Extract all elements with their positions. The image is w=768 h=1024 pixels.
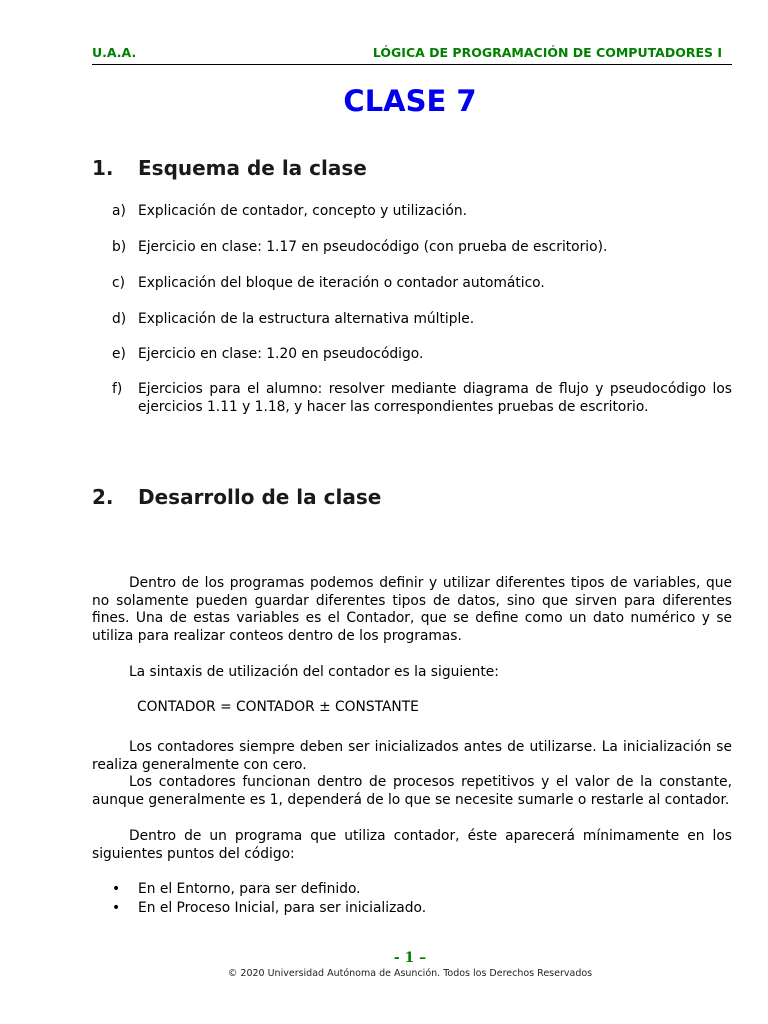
list-item-text: Ejercicio en clase: 1.17 en pseudocódigo (con prueba de escritorio). (138, 239, 608, 255)
list-item-text: Explicación de la estructura alternativa múltiple. (138, 311, 475, 327)
paragraph: Los contadores siempre deben ser inicializados antes de utilizarse. La inicialización se realiza generalmente con cero. (92, 739, 732, 773)
bullet-list (112, 880, 732, 918)
counter-formula: CONTADOR = CONTADOR ± CONSTANTE (137, 699, 419, 715)
paragraph: La sintaxis de utilización del contador es la siguiente: (129, 664, 499, 680)
paragraph: Dentro de los programas podemos definir y utilizar diferentes tipos de variables, que no solamente pueden guardar diferentes tipos de datos, sino que sirven para diferentes fines. Una de estas variables es el Contador, que se define como un dato numérico y se utiliza para realizar conteos dentro de los programas. (92, 575, 732, 644)
list-marker: a) (112, 203, 126, 219)
bullet-icon: • (112, 900, 121, 916)
page-number: - 1 – (393, 950, 427, 966)
header-course-title: LÓGICA DE PROGRAMACIÓN DE COMPUTADORES I (372, 45, 722, 60)
bullet-icon: • (112, 881, 121, 897)
list-item-text: Explicación de contador, concepto y utilización. (138, 203, 467, 219)
list-marker: f) (112, 381, 123, 397)
page-title: CLASE 7 (343, 84, 477, 118)
copyright-notice: © 2020 Universidad Autónoma de Asunción. Todos los Derechos Reservados (227, 968, 593, 979)
section-2-heading (92, 485, 381, 509)
section-2-title: Desarrollo de la clase (138, 485, 382, 509)
section-1-number: 1. (92, 156, 114, 180)
list-item-text: Ejercicios para el alumno: resolver mediante diagrama de flujo y pseudocódigo los ejercicios 1.11 y 1.18, y hacer las correspondientes pruebas de escritorio. (138, 381, 732, 415)
header-institution: U.A.A. (92, 45, 137, 60)
page-header (92, 44, 732, 65)
paragraph: Los contadores funcionan dentro de procesos repetitivos y el valor de la constante, aunque generalmente es 1, dependerá de lo que se necesite sumarle o restarle al contador. (92, 774, 732, 808)
bullet-text: En el Proceso Inicial, para ser inicializado. (138, 900, 427, 916)
bullet-text: En el Entorno, para ser definido. (138, 881, 361, 897)
list-item-text: Explicación del bloque de iteración o contador automático. (138, 275, 545, 291)
list-item (112, 899, 732, 918)
list-marker: b) (112, 239, 127, 255)
paragraph: Dentro de un programa que utiliza contador, éste aparecerá mínimamente en los siguientes puntos del código: (92, 828, 732, 862)
list-marker: e) (112, 346, 126, 362)
section-2-number: 2. (92, 485, 114, 509)
list-marker: d) (112, 311, 127, 327)
list-marker: c) (112, 275, 125, 291)
section-1-title: Esquema de la clase (138, 156, 367, 180)
list-item (112, 880, 732, 899)
section-1-heading (92, 156, 367, 180)
list-item-text: Ejercicio en clase: 1.20 en pseudocódigo. (138, 346, 424, 362)
